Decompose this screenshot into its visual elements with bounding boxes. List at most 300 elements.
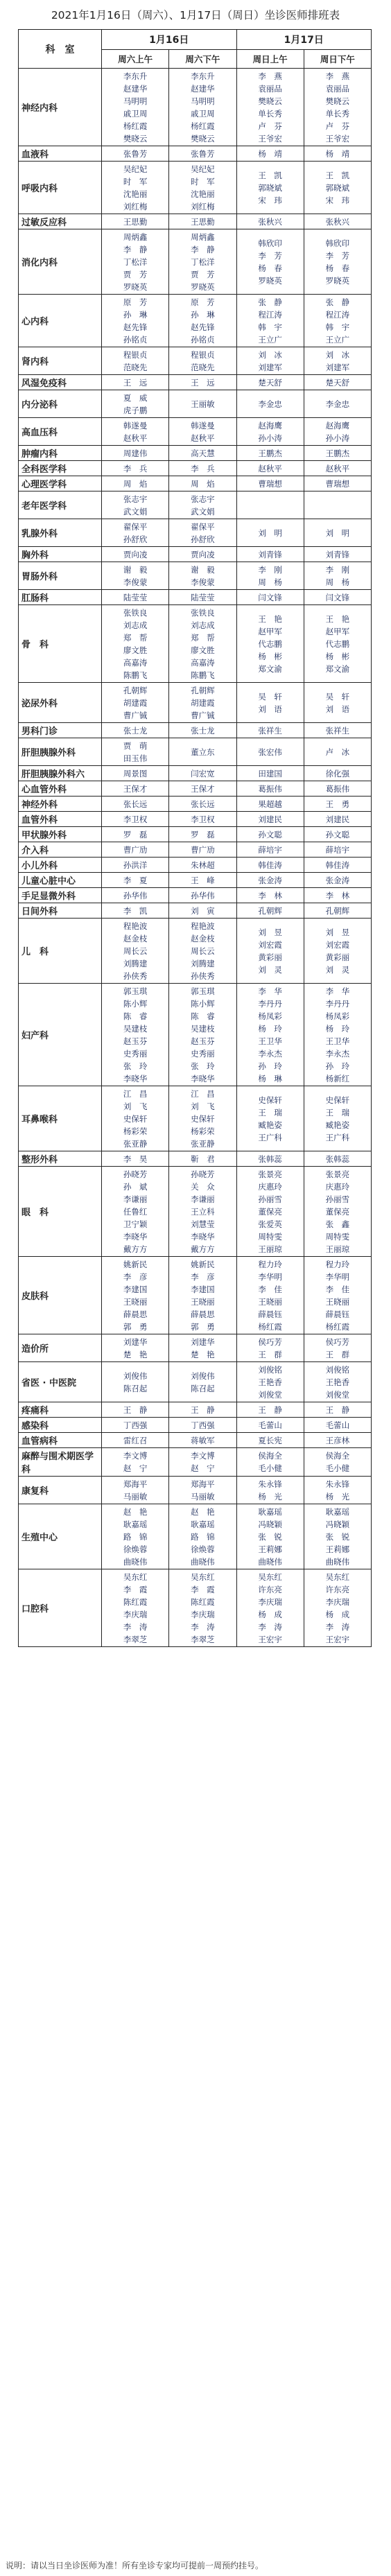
doctor-name: 王 静: [123, 1404, 148, 1415]
doctor-name: 郭玉琪: [191, 986, 215, 996]
doctor-name: 赵秋平: [325, 463, 350, 473]
doctor-name: 张铁良: [123, 607, 148, 618]
doctor-name: 高嘉涛: [123, 657, 148, 668]
doctor-name: 陈红霞: [191, 1596, 215, 1607]
doctor-cell: [304, 1151, 371, 1167]
doctor-name: 闫文锋: [258, 592, 282, 602]
department-name: 胸外科: [19, 547, 102, 562]
doctor-name: 孔朝辉: [123, 685, 148, 695]
doctor-name: 路 锦: [123, 1531, 148, 1542]
doctor-cell: [304, 1334, 371, 1362]
doctor-name: 代志鹏: [325, 638, 350, 649]
doctor-cell: [304, 390, 371, 418]
doctor-cell: [236, 1418, 304, 1433]
doctor-name: 赵建华: [191, 83, 215, 94]
department-name: 皮肤科: [19, 1257, 102, 1334]
doctor-name: 夏长宪: [258, 1435, 282, 1445]
doctor-name: 孔朝辉: [325, 905, 350, 916]
doctor-cell: [102, 827, 169, 842]
doctor-cell: [102, 1504, 169, 1569]
doctor-name: 王保才: [191, 783, 215, 794]
doctor-name: 李 静: [123, 244, 148, 254]
doctor-name: 李 涛: [325, 1621, 350, 1632]
doctor-name: 李 彦: [123, 1271, 148, 1282]
sub-header: 周日下午: [304, 50, 371, 69]
doctor-name: 李庆瑞: [191, 1609, 215, 1619]
doctor-name: 王晓丽: [191, 1296, 215, 1307]
doctor-cell: [236, 1362, 304, 1402]
doctor-cell: [236, 347, 304, 375]
doctor-cell: [169, 812, 236, 827]
dept-row: [19, 476, 372, 491]
doctor-name: 吴纪妃: [191, 164, 215, 174]
doctor-cell: [236, 519, 304, 547]
doctor-cell: [102, 781, 169, 797]
doctor-name: 陈鹏飞: [123, 670, 148, 680]
doctor-cell: [236, 418, 304, 446]
dept-row: [19, 888, 372, 903]
doctor-name: 贾 芳: [191, 269, 215, 279]
doctor-name: 胡建霞: [191, 697, 215, 708]
doctor-name: 孙侠秀: [191, 971, 215, 981]
doctor-name: 戴方方: [123, 1244, 148, 1254]
doctor-name: 代志鹏: [258, 638, 282, 649]
department-name: 肝胆胰腺外科: [19, 738, 102, 766]
dept-row: [19, 1362, 372, 1402]
doctor-name: 毛小健: [325, 1463, 350, 1473]
doctor-name: 戴方方: [191, 1244, 215, 1254]
doctor-name: 李 佳: [258, 1284, 282, 1294]
doctor-cell: [102, 418, 169, 446]
doctor-cell: [102, 812, 169, 827]
department-name: 日间外科: [19, 903, 102, 919]
doctor-cell: [236, 1086, 304, 1151]
doctor-cell: [236, 858, 304, 873]
doctor-name: 李 凯: [123, 905, 148, 916]
doctor-name: 李 林: [258, 890, 282, 900]
doctor-name: 贾向凌: [123, 549, 148, 559]
doctor-name: 薛晨思: [123, 1309, 148, 1319]
dept-row: [19, 797, 372, 812]
doctor-cell: [236, 375, 304, 390]
doctor-name: 丁西强: [191, 1420, 215, 1430]
doctor-cell: [236, 229, 304, 295]
doctor-name: 周长云: [191, 946, 215, 956]
dept-row: [19, 214, 372, 229]
doctor-cell: [102, 590, 169, 605]
doctor-name: 史保轩: [258, 1095, 282, 1105]
doctor-name: 李 霞: [123, 1584, 148, 1594]
doctor-name: 李晓华: [123, 1073, 148, 1084]
doctor-name: 戚卫周: [123, 108, 148, 119]
doctor-name: 陆莹莹: [123, 592, 148, 602]
doctor-name: 张金涛: [325, 875, 350, 885]
doctor-cell: [169, 214, 236, 229]
doctor-name: 李永杰: [258, 1048, 282, 1059]
doctor-name: 刘 昱: [258, 927, 282, 937]
doctor-cell: [102, 1569, 169, 1647]
doctor-name: 赵 艳: [123, 1506, 148, 1517]
doctor-name: 孙洪洋: [123, 860, 148, 870]
doctor-name: 王晓丽: [325, 1296, 350, 1307]
doctor-cell: [169, 605, 236, 683]
department-name: 耳鼻喉科: [19, 1086, 102, 1151]
doctor-name: 陈红霞: [123, 1596, 148, 1607]
doctor-name: 曹瑞想: [258, 478, 282, 489]
dept-row: [19, 1334, 372, 1362]
doctor-cell: [304, 491, 371, 519]
doctor-name: 张 玲: [191, 1061, 215, 1071]
doctor-name: 刘 明: [325, 528, 350, 538]
doctor-name: 吴建枝: [191, 1023, 215, 1034]
doctor-name: 陈 睿: [123, 1011, 148, 1021]
doctor-cell: [102, 1167, 169, 1257]
doctor-cell: [236, 797, 304, 812]
doctor-cell: [236, 1167, 304, 1257]
doctor-name: 姚新民: [191, 1259, 215, 1269]
doctor-name: 王丽琼: [258, 1244, 282, 1254]
doctor-cell: [236, 827, 304, 842]
doctor-cell: [304, 827, 371, 842]
doctor-cell: [169, 1402, 236, 1418]
doctor-name: 王莉娜: [325, 1544, 350, 1554]
doctor-name: 郭晓斌: [325, 182, 350, 193]
doctor-name: 耿嘉瑶: [123, 1519, 148, 1529]
doctor-name: 卫宁颖: [123, 1219, 148, 1229]
doctor-cell: [236, 984, 304, 1086]
doctor-cell: [102, 461, 169, 476]
department-name: 神经内科: [19, 69, 102, 146]
doctor-name: 孙晓芳: [123, 1169, 148, 1179]
doctor-name: 赵 宁: [191, 1463, 215, 1473]
doctor-name: 吴 轩: [325, 691, 350, 702]
doctor-cell: [102, 519, 169, 547]
doctor-name: 樊晓云: [325, 96, 350, 106]
doctor-cell: [304, 347, 371, 375]
doctor-name: 时 军: [123, 176, 148, 186]
doctor-cell: [236, 390, 304, 418]
doctor-name: 王 艳: [258, 613, 282, 624]
doctor-name: 董保亮: [258, 1206, 282, 1217]
dept-row: [19, 562, 372, 590]
doctor-name: 韩佳涛: [325, 860, 350, 870]
department-name: 甲状腺外科: [19, 827, 102, 842]
doctor-cell: [169, 683, 236, 723]
doctor-name: 韩欣印: [258, 238, 282, 248]
doctor-cell: [304, 605, 371, 683]
doctor-name: 李建国: [191, 1284, 215, 1294]
doctor-name: 靳 君: [191, 1154, 215, 1164]
doctor-cell: [102, 1402, 169, 1418]
doctor-name: 刘建华: [191, 1337, 215, 1347]
doctor-name: 孙 斌: [123, 1181, 148, 1192]
doctor-name: 孙晓芳: [191, 1169, 215, 1179]
doctor-name: 吴东红: [258, 1572, 282, 1582]
doctor-cell: [169, 1151, 236, 1167]
doctor-cell: [102, 1477, 169, 1504]
doctor-cell: [169, 738, 236, 766]
doctor-name: 刘俊铭: [325, 1364, 350, 1375]
doctor-name: 丁松洋: [191, 256, 215, 267]
doctor-cell: [169, 842, 236, 858]
dept-row: [19, 491, 372, 519]
doctor-cell: [102, 1448, 169, 1477]
doctor-name: 王彦林: [325, 1435, 350, 1445]
doctor-cell: [102, 562, 169, 590]
doctor-cell: [102, 984, 169, 1086]
doctor-name: 王 静: [325, 1404, 350, 1415]
dept-row: [19, 461, 372, 476]
doctor-name: 孙 玲: [258, 1061, 282, 1071]
dept-row: [19, 519, 372, 547]
doctor-cell: [304, 738, 371, 766]
doctor-name: 刘建民: [325, 814, 350, 824]
doctor-name: 王立广: [258, 334, 282, 345]
doctor-cell: [102, 162, 169, 214]
dept-row: [19, 781, 372, 797]
doctor-cell: [102, 919, 169, 984]
doctor-name: 王丽琼: [325, 1244, 350, 1254]
doctor-name: 李华明: [258, 1271, 282, 1282]
doctor-name: 周建伟: [123, 448, 148, 458]
doctor-name: 王艳香: [258, 1377, 282, 1387]
doctor-name: 楚 艳: [191, 1349, 215, 1359]
doctor-name: 杨 靖: [258, 148, 282, 159]
doctor-name: 吴东红: [123, 1572, 148, 1582]
doctor-cell: [102, 842, 169, 858]
doctor-cell: [169, 69, 236, 146]
doctor-cell: [169, 461, 236, 476]
doctor-name: 王 群: [258, 1349, 282, 1359]
doctor-name: 姚新民: [123, 1259, 148, 1269]
doctor-name: 赵玉芬: [123, 1036, 148, 1046]
sub-header: 周六上午: [102, 50, 169, 69]
department-name: 胃肠外科: [19, 562, 102, 590]
department-name: 麻醉与围术期医学科: [19, 1448, 102, 1477]
doctor-name: 李文博: [123, 1451, 148, 1461]
doctor-cell: [236, 1569, 304, 1647]
doctor-name: 李 燕: [258, 71, 282, 81]
date1-header: 1月16日: [102, 30, 237, 50]
doctor-name: 廖文胜: [191, 645, 215, 655]
doctor-name: 张景亮: [325, 1169, 350, 1179]
doctor-name: 周 焰: [123, 478, 148, 489]
doctor-name: 廖文胜: [123, 645, 148, 655]
doctor-cell: [102, 605, 169, 683]
doctor-name: 张 锐: [258, 1531, 282, 1542]
doctor-name: 武文娟: [123, 506, 148, 516]
doctor-name: 王思勤: [191, 216, 215, 227]
doctor-name: 吴 轩: [258, 691, 282, 702]
doctor-cell: [169, 873, 236, 888]
doctor-name: 臧艳姿: [258, 1120, 282, 1130]
doctor-name: 胡建霞: [123, 697, 148, 708]
sub-header: 周日上午: [236, 50, 304, 69]
doctor-cell: [236, 461, 304, 476]
doctor-name: 韩 宇: [258, 322, 282, 332]
doctor-cell: [304, 295, 371, 347]
doctor-name: 周 杨: [325, 577, 350, 587]
doctor-name: 刘志成: [191, 620, 215, 630]
doctor-name: 曹瑞想: [325, 478, 350, 489]
doctor-name: 杨红霞: [258, 1321, 282, 1332]
doctor-name: 单长秀: [258, 108, 282, 119]
doctor-name: 刘建华: [123, 1337, 148, 1347]
doctor-name: 董立东: [191, 747, 215, 757]
schedule-table: [18, 29, 372, 1647]
doctor-name: 毛蕾山: [325, 1420, 350, 1430]
doctor-name: 程艳波: [191, 921, 215, 931]
doctor-name: 赵秋平: [258, 463, 282, 473]
doctor-name: 薛晨钰: [258, 1309, 282, 1319]
doctor-name: 马明明: [123, 96, 148, 106]
doctor-cell: [304, 1569, 371, 1647]
doctor-name: 赵海鹰: [258, 420, 282, 430]
doctor-name: 吴建枝: [123, 1023, 148, 1034]
doctor-name: 马丽敏: [123, 1491, 148, 1502]
department-name: 男科门诊: [19, 723, 102, 738]
department-name: 血液科: [19, 146, 102, 162]
doctor-name: 张 锐: [325, 1531, 350, 1542]
dept-row: [19, 1402, 372, 1418]
doctor-name: 耿嘉瑶: [191, 1519, 215, 1529]
doctor-name: 李 佳: [325, 1284, 350, 1294]
doctor-name: 李 涛: [258, 1621, 282, 1632]
doctor-name: 周长云: [123, 946, 148, 956]
doctor-name: 罗 磊: [123, 829, 148, 839]
doctor-name: 张士龙: [191, 725, 215, 736]
doctor-cell: [304, 476, 371, 491]
doctor-cell: [169, 781, 236, 797]
doctor-cell: [169, 476, 236, 491]
doctor-name: 郑文渝: [258, 663, 282, 674]
doctor-name: 李 刚: [258, 564, 282, 575]
doctor-name: 王 瑞: [325, 1107, 350, 1117]
doctor-name: 李 涛: [123, 1621, 148, 1632]
doctor-name: 王宏宇: [258, 1634, 282, 1644]
doctor-name: 孙华伟: [191, 890, 215, 900]
doctor-cell: [236, 1402, 304, 1418]
doctor-name: 李丹丹: [258, 998, 282, 1009]
doctor-cell: [236, 562, 304, 590]
doctor-name: 张亚静: [191, 1138, 215, 1149]
doctor-name: 李庆瑞: [258, 1596, 282, 1607]
doctor-name: 刘宏霞: [325, 939, 350, 950]
dept-row: [19, 812, 372, 827]
doctor-cell: [236, 1334, 304, 1362]
doctor-name: 史保轩: [123, 1113, 148, 1124]
doctor-name: 史秀丽: [191, 1048, 215, 1059]
doctor-cell: [236, 1151, 304, 1167]
department-name: 骨 科: [19, 605, 102, 683]
doctor-cell: [236, 295, 304, 347]
doctor-cell: [236, 723, 304, 738]
doctor-name: 王鹏杰: [258, 448, 282, 458]
doctor-name: 卢 芬: [258, 121, 282, 131]
doctor-name: 高嘉涛: [191, 657, 215, 668]
doctor-cell: [304, 1362, 371, 1402]
doctor-name: 程力玲: [258, 1259, 282, 1269]
doctor-name: 周特雯: [258, 1231, 282, 1242]
doctor-name: 高天慧: [191, 448, 215, 458]
doctor-name: 韩遂曼: [191, 420, 215, 430]
dept-row: [19, 919, 372, 984]
doctor-name: 李东升: [123, 71, 148, 81]
doctor-name: 孙铭贞: [191, 334, 215, 345]
doctor-name: 李 彦: [191, 1271, 215, 1282]
doctor-name: 赵 宁: [123, 1463, 148, 1473]
doctor-cell: [102, 903, 169, 919]
doctor-cell: [169, 903, 236, 919]
doctor-name: 薛培宇: [325, 844, 350, 855]
doctor-name: 孙华伟: [123, 890, 148, 900]
doctor-name: 沈艳丽: [123, 189, 148, 199]
doctor-cell: [102, 888, 169, 903]
doctor-name: 侯海全: [325, 1451, 350, 1461]
department-name: 儿童心脏中心: [19, 873, 102, 888]
doctor-cell: [304, 229, 371, 295]
doctor-name: 孙 琳: [191, 309, 215, 320]
doctor-name: 韩佳涛: [258, 860, 282, 870]
doctor-name: 冯晓颖: [325, 1519, 350, 1529]
doctor-name: 李 涛: [191, 1621, 215, 1632]
doctor-name: 董保亮: [325, 1206, 350, 1217]
doctor-name: 丁松洋: [123, 256, 148, 267]
doctor-cell: [169, 1334, 236, 1362]
doctor-name: 田建国: [258, 768, 282, 778]
doctor-name: 罗晓英: [191, 281, 215, 292]
doctor-name: 陈鹏飞: [191, 670, 215, 680]
doctor-cell: [304, 781, 371, 797]
doctor-name: 程江涛: [325, 309, 350, 320]
doctor-name: 王 远: [123, 377, 148, 388]
doctor-name: 耿嘉瑶: [258, 1506, 282, 1517]
sub-header: 周六下午: [169, 50, 236, 69]
doctor-name: 杨 琳: [258, 1073, 282, 1084]
doctor-name: 杨 彬: [325, 651, 350, 661]
department-name: 手足显微外科: [19, 888, 102, 903]
dept-row: [19, 738, 372, 766]
department-name: 肿瘤内科: [19, 446, 102, 461]
doctor-name: 张 静: [325, 297, 350, 307]
dept-row: [19, 858, 372, 873]
department-name: 介入科: [19, 842, 102, 858]
doctor-name: 张宏伟: [258, 747, 282, 757]
doctor-name: 刘 飞: [123, 1101, 148, 1111]
doctor-name: 刘 语: [325, 704, 350, 714]
doctor-name: 程银贞: [123, 349, 148, 360]
doctor-name: 路 锦: [191, 1531, 215, 1542]
doctor-name: 郑 帮: [191, 632, 215, 643]
doctor-name: 宋 玮: [258, 195, 282, 205]
doctor-name: 刘俊堂: [258, 1389, 282, 1400]
doctor-name: 刘 语: [258, 704, 282, 714]
doctor-cell: [236, 1433, 304, 1448]
doctor-name: 张景亮: [258, 1169, 282, 1179]
doctor-cell: [102, 1086, 169, 1151]
doctor-name: 李 兵: [191, 463, 215, 473]
dept-row: [19, 418, 372, 446]
doctor-cell: [304, 375, 371, 390]
doctor-cell: [102, 1334, 169, 1362]
doctor-name: 周炳鑫: [191, 232, 215, 242]
dept-row: [19, 1418, 372, 1433]
doctor-name: 楚天舒: [325, 377, 350, 388]
doctor-name: 郑 帮: [123, 632, 148, 643]
doctor-name: 刘青锋: [258, 549, 282, 559]
doctor-name: 刘宏霞: [258, 939, 282, 950]
department-name: 肾内科: [19, 347, 102, 375]
